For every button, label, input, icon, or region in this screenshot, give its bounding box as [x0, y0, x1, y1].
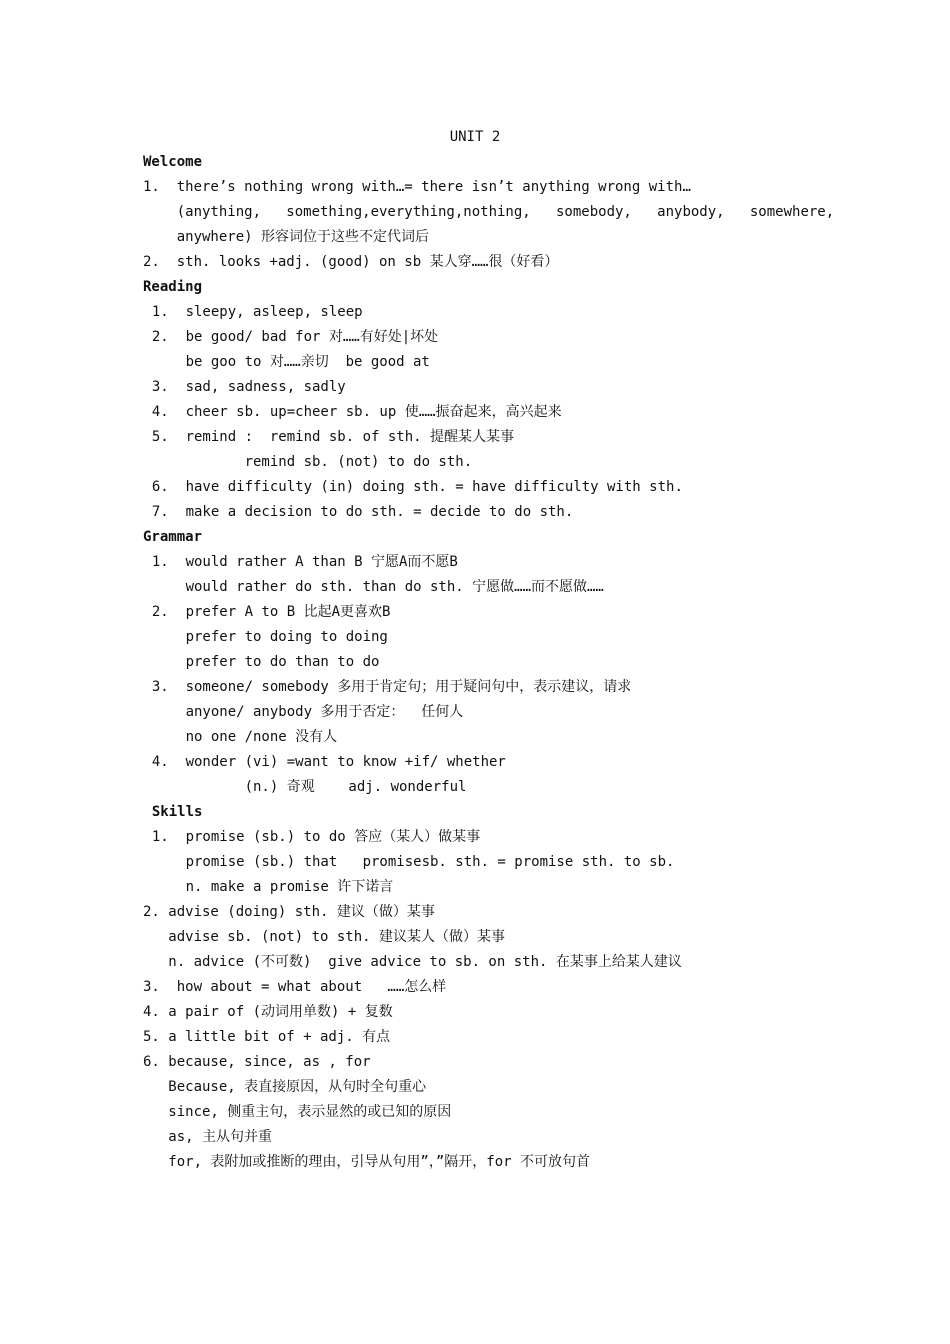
section-heading-reading: Reading [143, 279, 203, 295]
text-line: 4. wonder (vi) =want to know +if/ whether [135, 754, 506, 770]
text-line: n. advice (不可数) give advice to sb. on sth. 在某事上给某人建议 [143, 954, 682, 970]
text-line: 2. advise (doing) sth. 建议（做）某事 [143, 904, 435, 920]
text-line: (n.) 奇观 adj. wonderful [135, 779, 467, 795]
text-line: 2. sth. looks +adj. (good) on sb 某人穿……很（好看） [143, 254, 559, 270]
text-line: (anything, something,everything,nothing, somebody, anybody, somewhere, [143, 204, 835, 220]
text-line: 2. prefer A to B 比起A更喜欢B [135, 604, 391, 620]
text-line: 1. would rather A than B 宁愿A而不愿B [135, 554, 458, 570]
text-line: 3. someone/ somebody 多用于肯定句；用于疑问句中，表示建议，请求 [135, 679, 632, 695]
section-heading-grammar: Grammar [143, 529, 203, 545]
text-line: 4. cheer sb. up=cheer sb. up 使……振奋起来，高兴起来 [135, 404, 562, 420]
text-line: would rather do sth. than do sth. 宁愿做……而不愿做…… [135, 579, 604, 595]
text-line: 3. sad, sadness, sadly [135, 379, 346, 395]
text-line: 1. sleepy, asleep, sleep [135, 304, 363, 320]
text-line: 5. a little bit of + adj. 有点 [143, 1029, 391, 1045]
text-line: 6. have difficulty (in) doing sth. = have difficulty with sth. [135, 479, 683, 495]
text-line: promise (sb.) that promisesb. sth. = promise sth. to sb. [135, 854, 675, 870]
text-line: 1. promise (sb.) to do 答应（某人）做某事 [135, 829, 481, 845]
text-line: 6. because, since, as , for [143, 1054, 371, 1070]
section-heading-skills: Skills [135, 804, 203, 820]
text-line: 1. there’s nothing wrong with…= there isn’t anything wrong with… [143, 179, 691, 195]
text-line: be goo to 对……亲切 be good at [135, 354, 430, 370]
text-line: Because, 表直接原因，从句时全句重心 [143, 1079, 427, 1095]
text-line: 2. be good/ bad for 对……有好处|坏处 [135, 329, 439, 345]
text-line: remind sb. (not) to do sth. [135, 454, 473, 470]
text-line: anyone/ anybody 多用于否定： 任何人 [135, 704, 464, 720]
section-heading-welcome: Welcome [143, 154, 203, 170]
text-line: 7. make a decision to do sth. = decide to do sth. [135, 504, 574, 520]
text-line: prefer to do than to do [135, 654, 380, 670]
text-line: prefer to doing to doing [135, 629, 388, 645]
text-line: n. make a promise 许下诺言 [135, 879, 394, 895]
text-line: 5. remind : remind sb. of sth. 提醒某人某事 [135, 429, 515, 445]
text-line: for, 表附加或推断的理由，引导从句用”，”隔开，for 不可放句首 [143, 1154, 591, 1170]
text-line: 3. how about = what about ……怎么样 [143, 979, 447, 995]
text-line: anywhere) 形容词位于这些不定代词后 [143, 229, 430, 245]
text-line: advise sb. (not) to sth. 建议某人（做）某事 [143, 929, 506, 945]
text-line: no one /none 没有人 [135, 729, 338, 745]
page-title: UNIT 2 [449, 129, 501, 145]
text-line: as, 主从句并重 [143, 1129, 273, 1145]
text-line: 4. a pair of (动词用单数) + 复数 [143, 1004, 393, 1020]
text-line: since, 侧重主句，表示显然的或已知的原因 [143, 1104, 452, 1120]
